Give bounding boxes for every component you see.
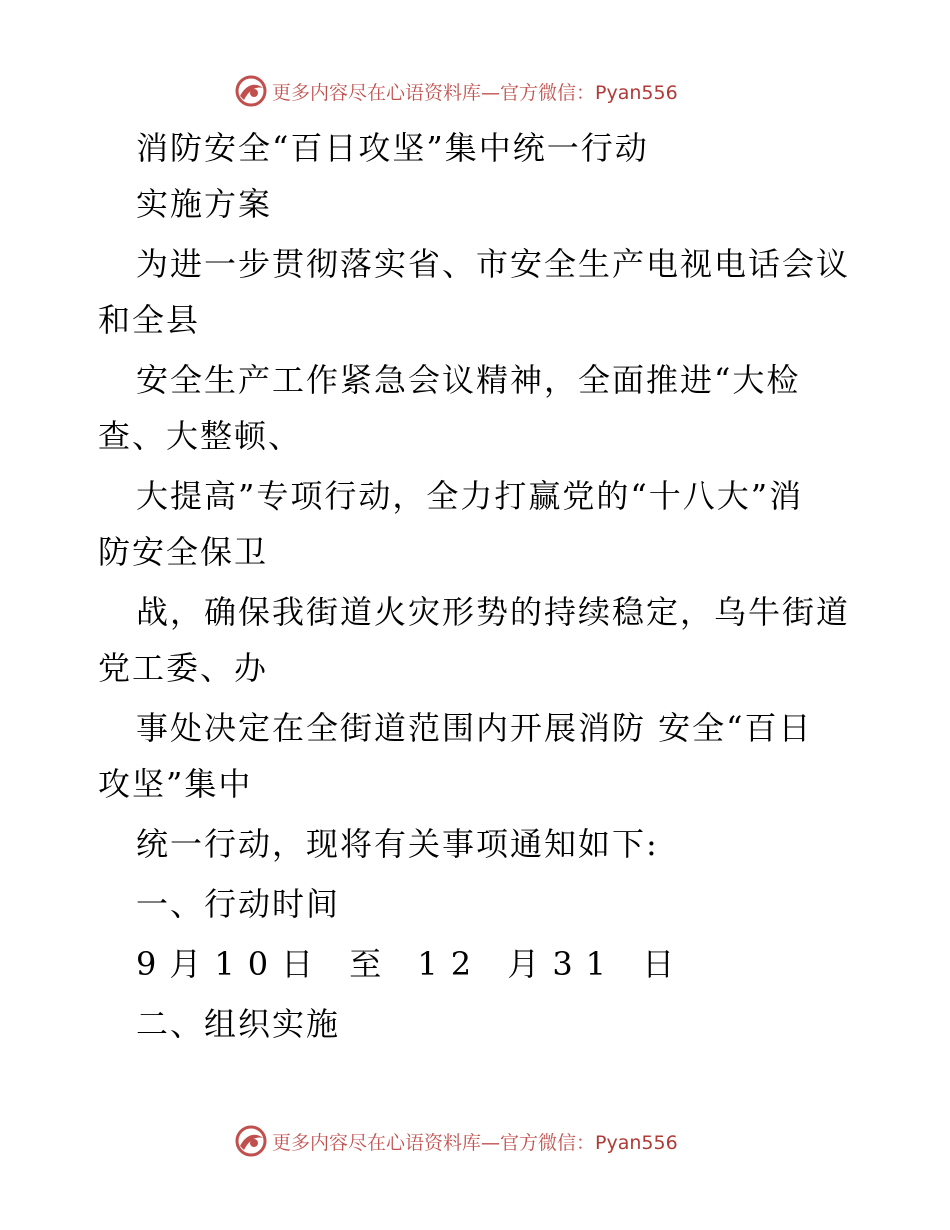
paragraph-line: 大提高”专项行动，全力打赢党的“十八大”消 [136,477,804,515]
doc-subtitle: 实施方案 [136,185,273,223]
date-range: 9月10日 至 12 月31 日 [136,945,688,983]
logo-seal-icon [234,1124,268,1158]
paragraph-line: 防安全保卫 [98,533,269,571]
section-heading: 一、行动时间 [136,885,341,923]
watermark-text: 更多内容尽在心语资料库—官方微信：Pyan556 [272,81,678,104]
section-heading: 二、组织实施 [136,1005,341,1043]
paragraph-line: 为进一步贯彻落实省、市安全生产电视电话会议 [136,245,851,283]
header-watermark [234,73,678,109]
paragraph-line: 和全县 [98,301,201,339]
paragraph-line: 查、大整顿、 [98,417,303,455]
doc-title: 消防安全“百日攻坚”集中统一行动 [136,129,649,167]
paragraph-line: 事处决定在全街道范围内开展消防 安全“百日 [136,709,813,747]
logo-seal-icon [234,74,268,108]
watermark-text: 更多内容尽在心语资料库—官方微信：Pyan556 [272,1131,678,1154]
paragraph-line: 战，确保我街道火灾形势的持续稳定，乌牛街道 [136,593,851,631]
paragraph-line: 统一行动，现将有关事项通知如下: [136,825,659,863]
footer-watermark [234,1123,678,1159]
paragraph-line: 攻坚”集中 [98,765,253,803]
paragraph-line: 安全生产工作紧急会议精神，全面推进“大检 [136,361,801,399]
paragraph-line: 党工委、办 [98,649,269,687]
